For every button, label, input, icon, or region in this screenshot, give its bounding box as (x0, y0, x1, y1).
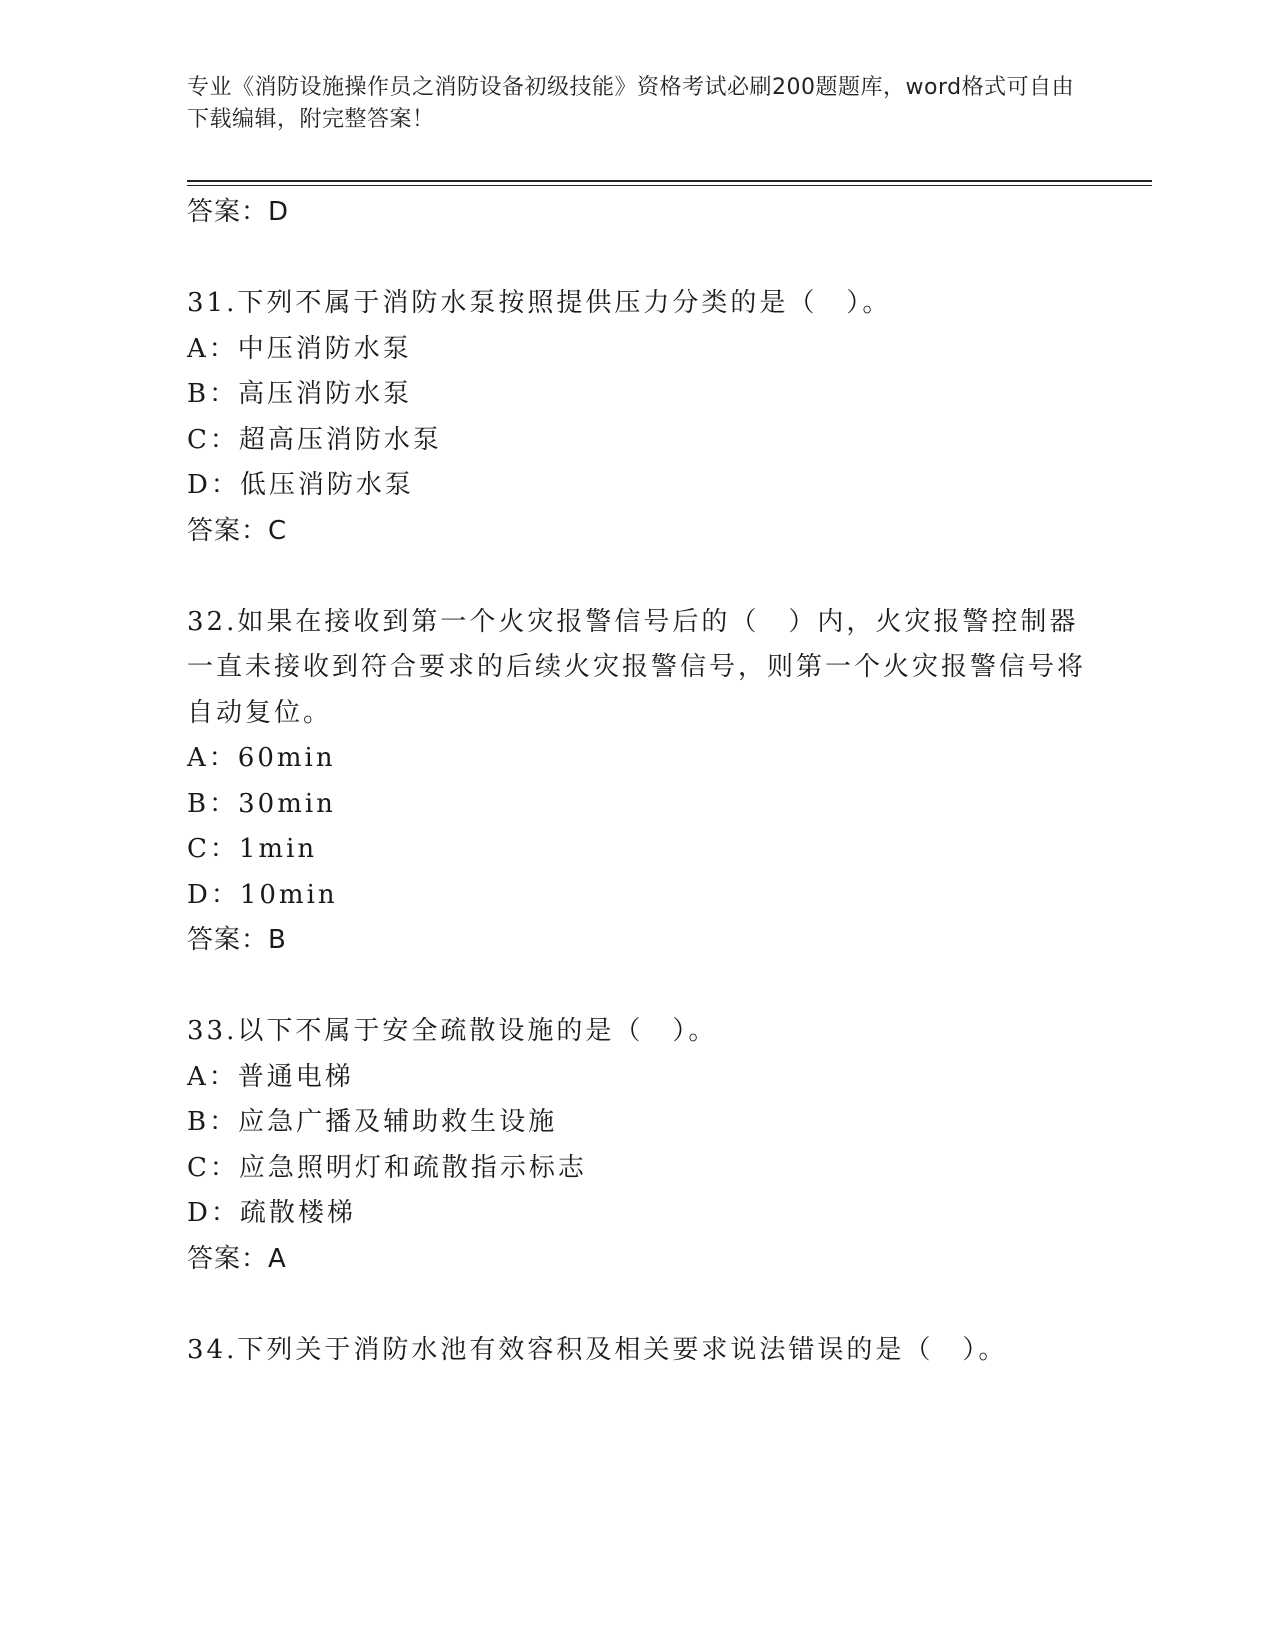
spacer (187, 236, 1087, 282)
option-c: C：1min (187, 834, 318, 864)
option-c: C：超高压消防水泵 (187, 424, 442, 455)
option-a: A：普通电梯 (187, 1061, 354, 1092)
answer: 答案：C (187, 515, 288, 546)
option-a: A：60min (187, 743, 336, 773)
question-stem: 32.如果在接收到第一个火灾报警信号后的（ ）内，火灾报警控制器一直未接收到符合要求的后续火灾报警信号，则第一个火灾报警信号将自动复位。 (187, 606, 1087, 728)
question-32 (187, 600, 1087, 964)
question-34 (187, 1328, 1087, 1374)
option-b: B：应急广播及辅助救生设施 (187, 1107, 558, 1137)
question-stem: 31.下列不属于消防水泵按照提供压力分类的是（ ）。 (187, 288, 892, 318)
question-stem: 33.以下不属于安全疏散设施的是（ ）。 (187, 1016, 718, 1046)
option-a: A：中压消防水泵 (187, 333, 412, 364)
question-stem: 34.下列关于消防水池有效容积及相关要求说法错误的是（ ）。 (187, 1334, 1008, 1365)
document-header: 专业《消防设施操作员之消防设备初级技能》资格考试必刷200题题库，word格式可自由下载编辑，附完整答案！ (187, 75, 1075, 132)
header-rule-thick (187, 180, 1152, 182)
answer-prev: 答案：D (187, 197, 290, 227)
spacer (187, 964, 1087, 1010)
option-d: D：低压消防水泵 (187, 470, 414, 500)
header-rule-thin (187, 185, 1152, 186)
option-c: C：应急照明灯和疏散指示标志 (187, 1152, 587, 1183)
answer: 答案：A (187, 1243, 287, 1274)
option-b: B：高压消防水泵 (187, 379, 413, 409)
option-b: B：30min (187, 788, 336, 819)
answer: 答案：B (187, 925, 287, 955)
question-31 (187, 281, 1087, 554)
option-d: D：10min (187, 879, 338, 910)
question-33 (187, 1009, 1087, 1282)
spacer (187, 554, 1087, 600)
option-d: D：疏散楼梯 (187, 1198, 356, 1228)
question-list (187, 190, 1087, 1373)
spacer (187, 1282, 1087, 1328)
